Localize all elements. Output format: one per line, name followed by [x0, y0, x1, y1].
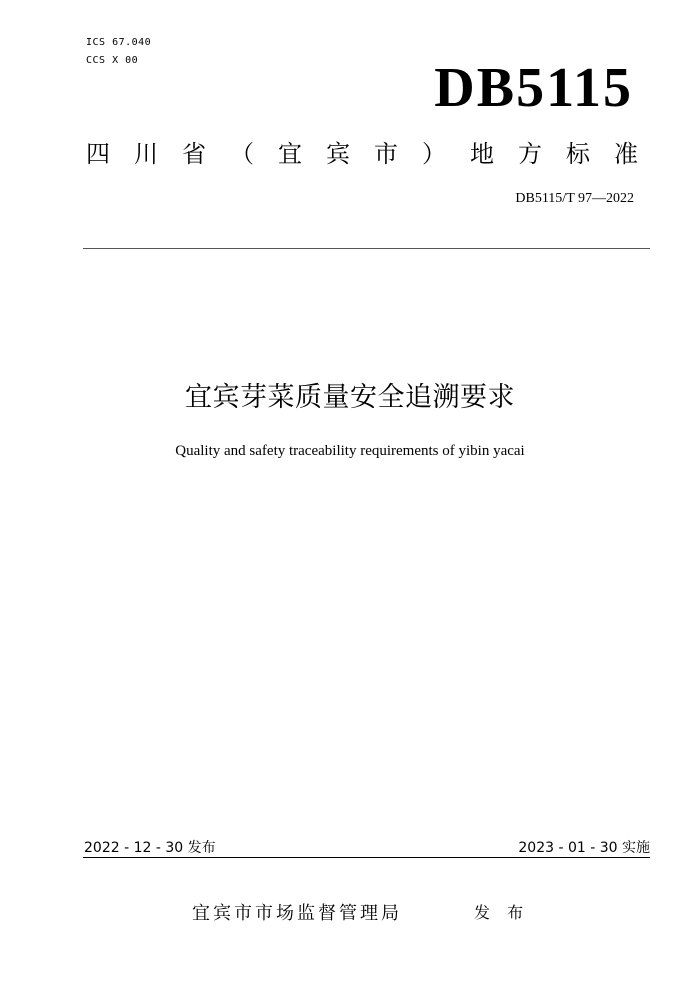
authority-char: ）	[422, 140, 446, 168]
authority-char: 标	[566, 140, 590, 168]
authority-char: 宾	[326, 140, 350, 168]
document-title-chinese: 宜宾芽菜质量安全追溯要求	[185, 382, 515, 413]
standard-authority-line	[86, 137, 638, 171]
ics-code: ICS 67.040	[86, 37, 152, 48]
issue-date: 2022 - 12 - 30 发布	[84, 840, 216, 856]
authority-char: 方	[518, 140, 542, 168]
authority-char: 四	[86, 140, 110, 168]
authority-char: 市	[374, 140, 398, 168]
ccs-code: CCS X 00	[86, 55, 139, 66]
footer-divider	[83, 857, 650, 858]
publish-label: 发 布	[474, 903, 530, 922]
document-title-english: Quality and safety traceability requirements of yibin yacai	[175, 443, 525, 459]
authority-char: 准	[614, 140, 638, 168]
standard-code-large: DB5115	[434, 57, 633, 119]
authority-char: 省	[182, 140, 206, 168]
standard-number: DB5115/T 97—2022	[515, 191, 634, 206]
authority-char: 地	[470, 140, 494, 168]
issuing-authority: 宜宾市市场监督管理局	[192, 903, 402, 924]
authority-char: 川	[134, 140, 158, 168]
header-divider	[83, 248, 650, 249]
authority-char: （	[230, 140, 254, 168]
authority-char: 宜	[278, 140, 302, 168]
implementation-date: 2023 - 01 - 30 实施	[518, 840, 650, 856]
